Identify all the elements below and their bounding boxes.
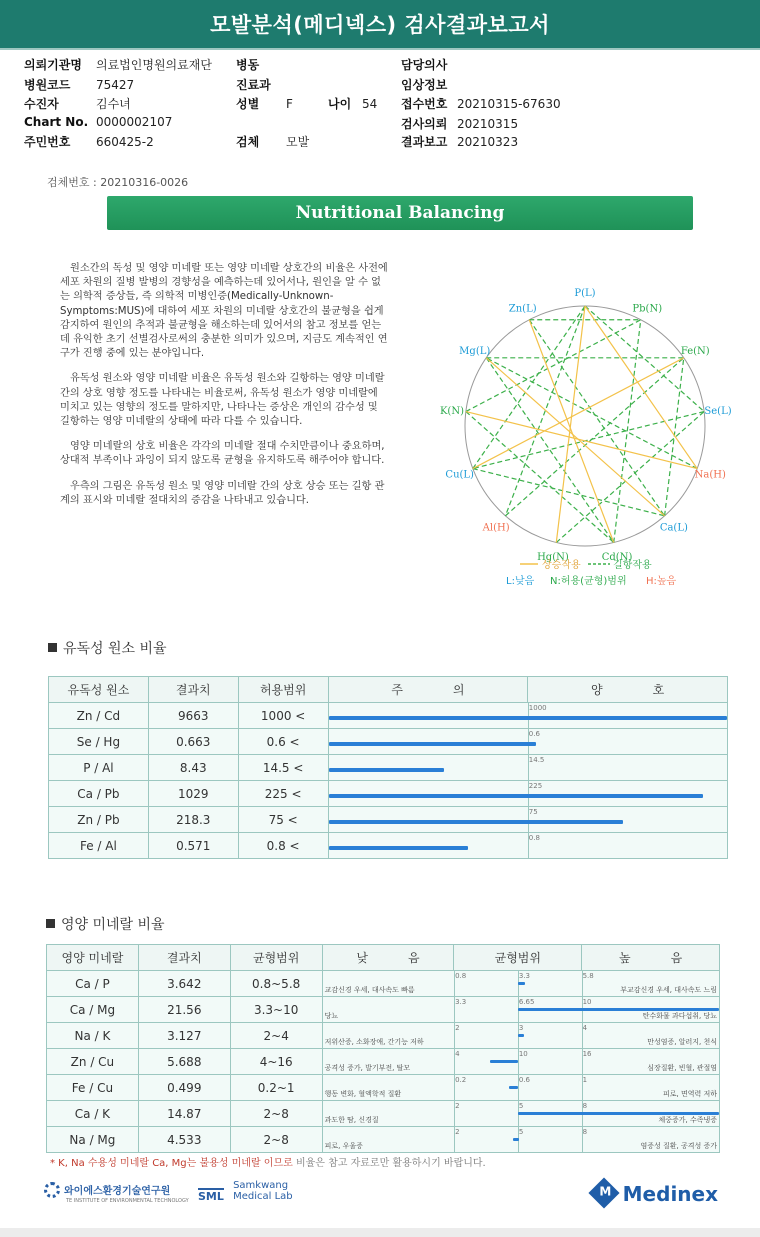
- info-value: 0000002107: [96, 115, 173, 129]
- threshold-tick: 0.8: [528, 834, 540, 842]
- balance-bar: [509, 1086, 518, 1089]
- info-label: 담당의사: [401, 58, 448, 72]
- range-tick: 2: [455, 1024, 460, 1032]
- tei-logo-icon: [44, 1182, 60, 1198]
- info-field: [401, 115, 518, 132]
- sml-logo-line1: Samkwang: [233, 1180, 289, 1191]
- cell-name: P / Al: [49, 755, 149, 781]
- table-row: [47, 1075, 720, 1101]
- low-symptom-text: 당뇨: [324, 1012, 339, 1020]
- range-tick: 0.2: [455, 1076, 467, 1084]
- col-header: 유독성 원소: [49, 677, 149, 703]
- balance-bar: [518, 1008, 719, 1011]
- wheel-circle: [465, 306, 705, 546]
- balance-bar-cell: [322, 1127, 719, 1153]
- info-label: 의뢰기관명: [24, 58, 82, 72]
- col-header-part: 의: [452, 683, 465, 697]
- threshold-tick: 0.6: [528, 730, 540, 738]
- ratio-bar-cell: [328, 729, 727, 755]
- ratio-bar: [329, 794, 704, 798]
- report-body: [8, 160, 752, 1230]
- wheel-node-label: Fe(N): [680, 345, 710, 357]
- cell-range: 14.5 <: [238, 755, 328, 781]
- tei-logo-name: 와이에스환경기술연구원: [64, 1186, 171, 1197]
- cell-result: 21.56: [138, 997, 230, 1023]
- intro-paragraph: 원소간의 독성 및 영양 미네랄 또는 영양 미네랄 상호간의 비율은 사전에 세포 차원의 질병 발병의 경향성을 예측하는데 있어서나, 원인을 알 수 없는 의학적 증상들, 즉 의학적 미병인증(Medically-Unknown-Symptoms:MUS)에 대하여 세포 차원의 미네랄 상호간의 불균형을 쉽게 감지하여 원인의 추적과 불균형을 해소하는데 있어서의 참고 정보를 얻는데 유익한 초기 선별검사로써의 충분한 의미가 있으며, 지금도 계속적인 연구가 진행 중에 있는 분야입니다.: [60, 263, 388, 360]
- col-header-part: 양: [591, 683, 603, 697]
- medinex-logo: [593, 1182, 718, 1206]
- cell-range: 1000 <: [238, 703, 328, 729]
- antagonism-line: [473, 412, 704, 469]
- synergy-line: [466, 412, 697, 469]
- footnote-rest: 비율은 참고 자료로만 활용하시기 바랍니다.: [292, 1158, 486, 1169]
- cell-result: 218.3: [148, 807, 238, 833]
- ratio-bar-cell: [328, 781, 727, 807]
- sml-logo-text: [233, 1180, 293, 1202]
- balance-bar-cell: [322, 1101, 719, 1127]
- info-field: [236, 76, 286, 93]
- range-tick: 5.8: [582, 972, 594, 980]
- cell-range: 75 <: [238, 807, 328, 833]
- info-field: [24, 95, 131, 112]
- mineral-ratio-table: [46, 944, 720, 1153]
- wheel-node-label: Cu(L): [445, 469, 474, 481]
- col-header: 균형범위: [230, 945, 322, 971]
- info-field: [236, 133, 309, 150]
- medinex-diamond-icon: [588, 1177, 619, 1208]
- range-tick: 5: [518, 1102, 524, 1110]
- cell-result: 5.688: [138, 1049, 230, 1075]
- intro-paragraph: 우측의 그림은 유독성 원소 및 영양 미네랄 간의 상호 상승 또는 길항 관계의 표시와 미네랄 절대치의 증감을 나타내고 있습니다.: [60, 480, 385, 506]
- balance-bar: [518, 1034, 524, 1037]
- range-tick: 0.8: [455, 972, 467, 980]
- balance-bar-cell: [322, 1023, 719, 1049]
- cell-range: 4~16: [230, 1049, 322, 1075]
- table-row: [49, 729, 728, 755]
- info-field: [24, 76, 134, 93]
- tei-logo-sub: TE INSTITUTE OF ENVIRONMENTAL TECHNOLOGY: [66, 1198, 189, 1204]
- cell-name: Zn / Cd: [49, 703, 149, 729]
- range-tick: 4: [582, 1024, 588, 1032]
- low-symptom-text: 피로, 우울증: [324, 1142, 363, 1150]
- ratio-bar: [329, 742, 536, 746]
- balance-bar-cell: [322, 1049, 719, 1075]
- wheel-node-label: Na(H): [694, 469, 726, 481]
- info-label: 임상정보: [401, 78, 448, 92]
- cell-range: 0.6 <: [238, 729, 328, 755]
- range-tick: 16: [582, 1050, 592, 1058]
- cell-range: 2~8: [230, 1101, 322, 1127]
- low-symptom-text: 행동 변화, 혈액학적 질환: [324, 1090, 402, 1098]
- range-tick: 6.65: [518, 998, 535, 1006]
- cell-range: 2~4: [230, 1023, 322, 1049]
- info-value: 20210315-67630: [457, 97, 561, 111]
- sml-logo-abbr: SML: [198, 1190, 224, 1203]
- ratio-bar-cell: [328, 833, 727, 859]
- wheel-node-label: Cd(N): [601, 552, 633, 564]
- col-header-caution: [328, 677, 528, 703]
- table-row: [47, 997, 720, 1023]
- intro-paragraph: 영양 미네랄의 상호 비율은 각각의 미네랄 절대 수치만큼이나 중요하며, 상대적 부족이나 과잉이 되지 않도록 균형을 유지하도록 해주어야 합니다.: [60, 441, 385, 467]
- cell-name: Se / Hg: [49, 729, 149, 755]
- table-row: [49, 703, 728, 729]
- threshold-tick: 1000: [528, 704, 547, 712]
- col-header: 허용범위: [238, 677, 328, 703]
- wheel-node-label: Hg(N): [537, 552, 569, 564]
- info-field: [401, 133, 518, 150]
- cell-range: 2~8: [230, 1127, 322, 1153]
- section-square-icon: [48, 643, 57, 652]
- table-row: [49, 781, 728, 807]
- low-symptom-text: 공격성 증가, 발기부전, 탈모: [324, 1064, 411, 1072]
- col-header-high: [582, 945, 720, 971]
- col-header-part: 음: [408, 951, 420, 965]
- info-label: 결과보고: [401, 135, 448, 149]
- high-symptom-text: 만성염증, 알러지, 천식: [647, 1038, 717, 1046]
- range-tick: 8: [582, 1102, 588, 1110]
- wheel-node-label: Al(H): [482, 522, 510, 534]
- balance-bar: [518, 1112, 719, 1115]
- intro-paragraph: 유독성 원소와 영양 미네랄 비율은 유독성 원소와 길항하는 영양 미네랄 간의 상호 영향 정도를 나타내는 비율로써, 유독성 원소가 영양 미네랄에 미치고 있는 영향의 정도를 말하지만, 나타나는 증상은 개인의 감수성 및 길항하는 영양 미네랄의 상태에 따라 다를 수 있습니다.: [60, 373, 385, 428]
- threshold-tick: 225: [528, 782, 543, 790]
- low-symptom-text: 과도한 땀, 신경질: [324, 1116, 379, 1124]
- legend-high-label: H:높음: [646, 576, 677, 587]
- range-tick: 3.3: [455, 998, 467, 1006]
- table-row: [47, 1023, 720, 1049]
- cell-name: Zn / Pb: [49, 807, 149, 833]
- wheel-node-label: Zn(L): [508, 303, 537, 315]
- ratio-bar-cell: [328, 807, 727, 833]
- col-header-part: 높: [618, 951, 631, 965]
- cell-name: Fe / Al: [49, 833, 149, 859]
- synergy-line: [529, 320, 613, 543]
- cell-name: Fe / Cu: [47, 1075, 139, 1101]
- wheel-node-label: Mg(L): [459, 345, 491, 357]
- info-label: 수진자: [24, 97, 59, 111]
- balance-bar-cell: [322, 997, 719, 1023]
- toxic-section-title-text: 유독성 원소 비율: [63, 641, 167, 657]
- table-row: [47, 1049, 720, 1075]
- antagonism-line: [665, 358, 684, 516]
- info-value: 660425-2: [96, 135, 154, 149]
- medinex-logo-text: Medinex: [622, 1182, 718, 1206]
- cell-result: 3.127: [138, 1023, 230, 1049]
- legend-low-label: L:낮음: [506, 576, 535, 587]
- cell-result: 3.642: [138, 971, 230, 997]
- toxic-section-title: [48, 638, 167, 658]
- footnote-highlight: * K, Na 수용성 미네랄 Ca, Mg는 불용성 미네랄 이므로: [50, 1158, 293, 1169]
- info-field: [401, 56, 457, 73]
- info-label: 성별: [236, 97, 260, 111]
- section-square-icon: [46, 919, 55, 928]
- cell-range: 0.2~1: [230, 1075, 322, 1101]
- col-header: 결과치: [148, 677, 238, 703]
- ratio-bar-cell: [328, 755, 727, 781]
- col-header-good: [528, 677, 728, 703]
- mineral-section-title: [46, 914, 165, 934]
- info-value: 75427: [96, 78, 135, 92]
- ratio-bar: [329, 846, 468, 850]
- range-tick: 0.6: [518, 1076, 530, 1084]
- tei-logo: [44, 1182, 189, 1204]
- info-field: [24, 133, 154, 150]
- low-symptom-text: 저위산증, 소화장애, 간기능 저하: [324, 1038, 424, 1046]
- info-field: [328, 95, 377, 112]
- info-label: 접수번호: [401, 97, 448, 111]
- legend-antagonism-label: 길항작용: [613, 560, 652, 571]
- threshold-tick: 14.5: [528, 756, 545, 764]
- info-label: 나이: [328, 97, 352, 111]
- cell-name: Na / Mg: [47, 1127, 139, 1153]
- info-value: 김수녀: [96, 97, 131, 111]
- col-header: 영양 미네랄: [47, 945, 139, 971]
- low-symptom-text: 교감신경 우세, 대사속도 빠름: [324, 986, 415, 994]
- mineral-section-title-text: 영양 미네랄 비율: [61, 917, 165, 933]
- info-label: 병원코드: [24, 78, 71, 92]
- cell-range: 3.3~10: [230, 997, 322, 1023]
- info-field: [401, 76, 457, 93]
- table-row: [47, 1127, 720, 1153]
- cell-result: 0.571: [148, 833, 238, 859]
- info-value: 의료법인명원의료재단: [96, 58, 212, 72]
- threshold-tick: 75: [528, 808, 538, 816]
- col-header: 결과치: [138, 945, 230, 971]
- cell-name: Ca / P: [47, 971, 139, 997]
- cell-range: 225 <: [238, 781, 328, 807]
- range-tick: 8: [582, 1128, 588, 1136]
- info-field: [236, 56, 286, 73]
- cell-range: 0.8 <: [238, 833, 328, 859]
- cell-name: Ca / Pb: [49, 781, 149, 807]
- toxic-ratio-table: [48, 676, 728, 859]
- info-field: [24, 56, 212, 73]
- info-value: 모발: [286, 135, 310, 149]
- cell-name: Na / K: [47, 1023, 139, 1049]
- cell-result: 9663: [148, 703, 238, 729]
- range-tick: 1: [582, 1076, 588, 1084]
- ratio-bar: [329, 716, 727, 720]
- cell-range: 0.8~5.8: [230, 971, 322, 997]
- col-header-part: 음: [670, 951, 683, 965]
- ratio-bar: [329, 820, 624, 824]
- info-value: F: [286, 97, 293, 111]
- info-label: 주민번호: [24, 135, 71, 149]
- range-tick: 3: [518, 1024, 524, 1032]
- legend-synergy-label: 상승작용: [542, 560, 581, 571]
- balance-bar-cell: [322, 971, 719, 997]
- col-header-part: 낮: [356, 951, 369, 965]
- info-label: 진료과: [236, 78, 271, 92]
- antagonism-line: [486, 358, 613, 543]
- info-field: [236, 95, 293, 112]
- balance-bar: [518, 982, 526, 985]
- info-field: [24, 115, 172, 129]
- cell-result: 14.87: [138, 1101, 230, 1127]
- high-symptom-text: 피로, 면역력 저하: [662, 1090, 717, 1098]
- wheel-node-label: Pb(N): [632, 303, 663, 315]
- table-row: [49, 755, 728, 781]
- high-symptom-text: 탄수화물 과다섭취, 당뇨: [642, 1012, 717, 1020]
- info-label: 병동: [236, 58, 260, 72]
- antagonism-line: [473, 469, 665, 516]
- range-tick: 3.3: [518, 972, 530, 980]
- table-row: [47, 1101, 720, 1127]
- balance-bar: [513, 1138, 519, 1141]
- report-title: 모발분석(메디넥스) 검사결과보고서: [0, 0, 760, 48]
- footnote: [50, 1154, 486, 1169]
- info-label: 검사의뢰: [401, 117, 448, 131]
- range-tick: 10: [582, 998, 592, 1006]
- header-divider: [0, 48, 760, 50]
- info-label: Chart No.: [24, 115, 89, 129]
- bottom-strip: [0, 1228, 760, 1237]
- range-tick: 4: [455, 1050, 460, 1058]
- table-row: [49, 833, 728, 859]
- range-tick: 5: [518, 1128, 524, 1136]
- info-value: 54: [362, 97, 378, 111]
- high-symptom-text: 체중증가, 수족냉증: [658, 1116, 717, 1124]
- cell-name: Ca / Mg: [47, 997, 139, 1023]
- cell-result: 0.663: [148, 729, 238, 755]
- ratio-bar: [329, 768, 445, 772]
- cell-name: Zn / Cu: [47, 1049, 139, 1075]
- table-row: [47, 971, 720, 997]
- wheel-node-label: P(L): [574, 288, 596, 299]
- balance-bar-cell: [322, 1075, 719, 1101]
- cell-result: 4.533: [138, 1127, 230, 1153]
- cell-name: Ca / K: [47, 1101, 139, 1127]
- balance-bar: [490, 1060, 518, 1063]
- cell-result: 0.499: [138, 1075, 230, 1101]
- sml-logo-line2: Medical Lab: [233, 1191, 293, 1202]
- col-header-part: 주: [391, 683, 403, 697]
- info-label: 검체: [236, 135, 260, 149]
- high-symptom-text: 심장질환, 빈혈, 관절염: [647, 1064, 717, 1072]
- info-value: 20210323: [457, 135, 519, 149]
- high-symptom-text: 부교감신경 우세, 대사속도 느림: [620, 986, 717, 994]
- high-symptom-text: 염증성 질환, 공격성 증가: [640, 1142, 717, 1150]
- col-header-part: 호: [652, 683, 665, 697]
- range-tick: 10: [518, 1050, 528, 1058]
- range-tick: 2: [455, 1102, 460, 1110]
- cell-result: 1029: [148, 781, 238, 807]
- intro-text: [60, 262, 390, 519]
- sample-number: 검체번호 : 20210316-0026: [47, 176, 189, 189]
- nutritional-balancing-banner: Nutritional Balancing: [107, 196, 693, 230]
- range-tick: 2: [455, 1128, 460, 1136]
- wheel-node-label: K(N): [439, 405, 464, 417]
- col-header-low: [322, 945, 454, 971]
- info-field: [401, 95, 561, 112]
- sml-logo: [198, 1180, 293, 1203]
- legend-normal-label: N:허용(균형)범위: [550, 576, 627, 587]
- wheel-node-label: Se(L): [704, 405, 732, 417]
- info-value: 20210315: [457, 117, 519, 131]
- cell-result: 8.43: [148, 755, 238, 781]
- wheel-node-label: Ca(L): [659, 522, 688, 534]
- ratio-bar-cell: [328, 703, 727, 729]
- mineral-interaction-wheel: [420, 266, 740, 596]
- table-row: [49, 807, 728, 833]
- col-header: 균형범위: [454, 945, 582, 971]
